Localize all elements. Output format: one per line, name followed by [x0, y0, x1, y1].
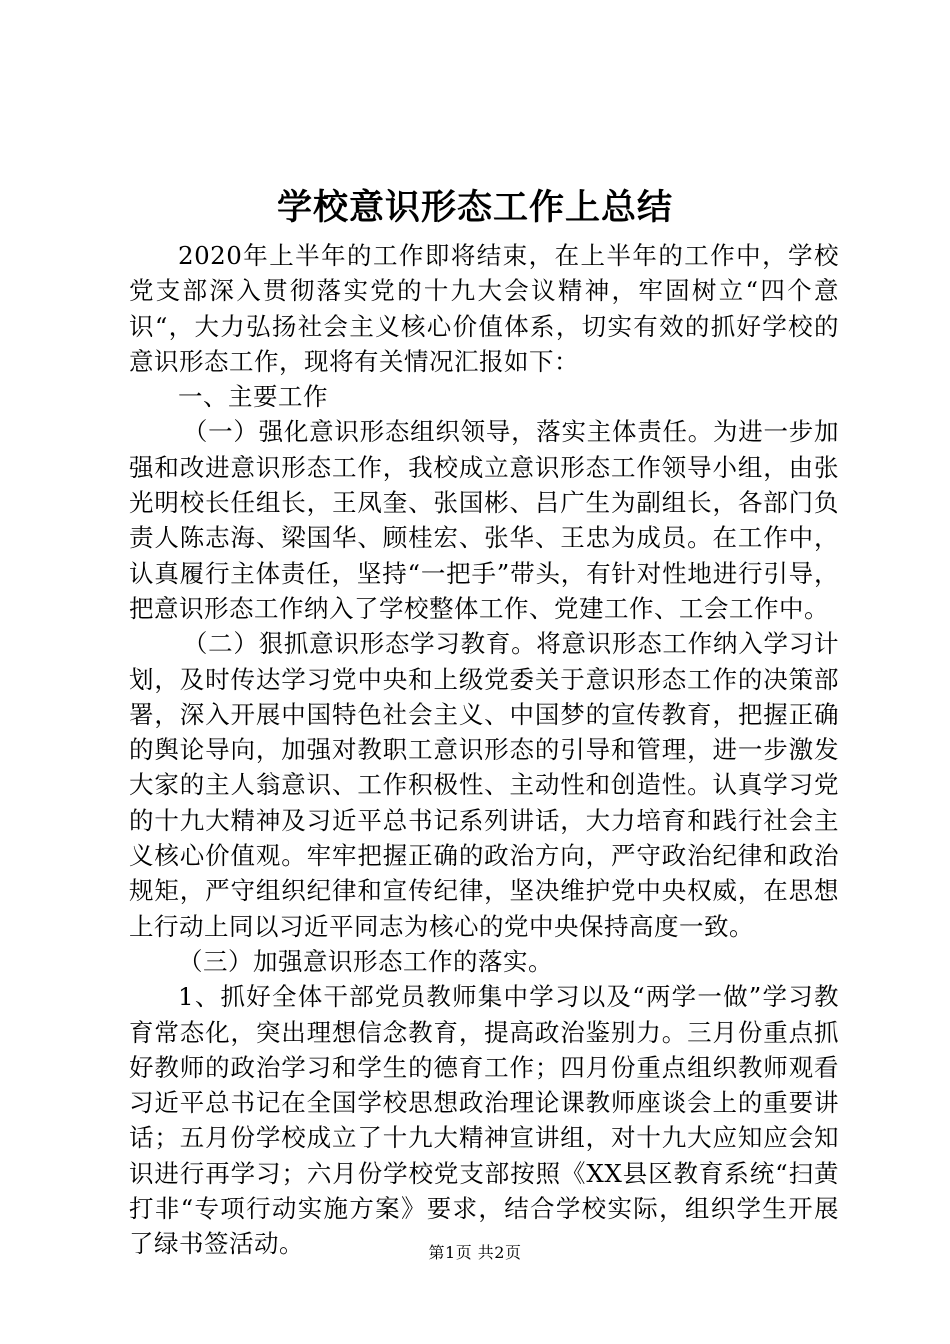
document-body [129, 238, 839, 1262]
subheading-implementation: （三）加强意识形态工作的落实。 [178, 946, 553, 976]
paragraph-leadership: （一）强化意识形态组织领导，落实主体责任。为进一步加强和改进意识形态工作，我校成立意识形态工作领导小组，由张光明校长任组长，王凤奎、张国彬、吕广生为副组长，各部门负责人陈志海、梁国华、顾桂宏、张华、王忠为成员。在工作中，认真履行主体责任，坚持“一把手”带头，有针对性地进行引导，把意识形态工作纳入了学校整体工作、党建工作、工会工作中。 [129, 417, 839, 623]
page-footer: 第1页 共2页 [428, 1243, 522, 1262]
document-title: 学校意识形态工作上总结 [276, 187, 673, 228]
paragraph-item-1: 1、抓好全体干部党员教师集中学习以及“两学一做”学习教育常态化，突出理想信念教育，提高政治鉴别力。三月份重点抓好教师的政治学习和学生的德育工作；四月份重点组织教师观看习近平总书记在全国学校思想政治理论课教师座谈会上的重要讲话；五月份学校成立了十九大精神宣讲组，对十九大应知应会知识进行再学习；六月份学校党支部按照《XX县区教育系统“扫黄打非“专项行动实施方案》要求，结合学校实际，组织学生开展了绿书签活动。 [129, 982, 839, 1259]
section-heading-main-work: 一、主要工作 [178, 382, 328, 412]
paragraph-study-education: （二）狠抓意识形态学习教育。将意识形态工作纳入学习计划，及时传达学习党中央和上级党委关于意识形态工作的决策部署，深入开展中国特色社会主义、中国梦的宣传教育，把握正确的舆论导向，加强对教职工意识形态的引导和管理，进一步激发大家的主人翁意识、工作积极性、主动性和创造性。认真学习党的十九大精神及习近平总书记系列讲话，大力培育和践行社会主义核心价值观。牢牢把握正确的政治方向，严守政治纪律和政治规矩，严守组织纪律和宣传纪律，坚决维护党中央权威，在思想上行动上同以习近平同志为核心的党中央保持高度一致。 [129, 629, 839, 941]
intro-paragraph: 2020年上半年的工作即将结束，在上半年的工作中，学校党支部深入贯彻落实党的十九大会议精神，牢固树立“四个意识“，大力弘扬社会主义核心价值体系，切实有效的抓好学校的意识形态工作，现将有关情况汇报如下： [129, 241, 839, 376]
